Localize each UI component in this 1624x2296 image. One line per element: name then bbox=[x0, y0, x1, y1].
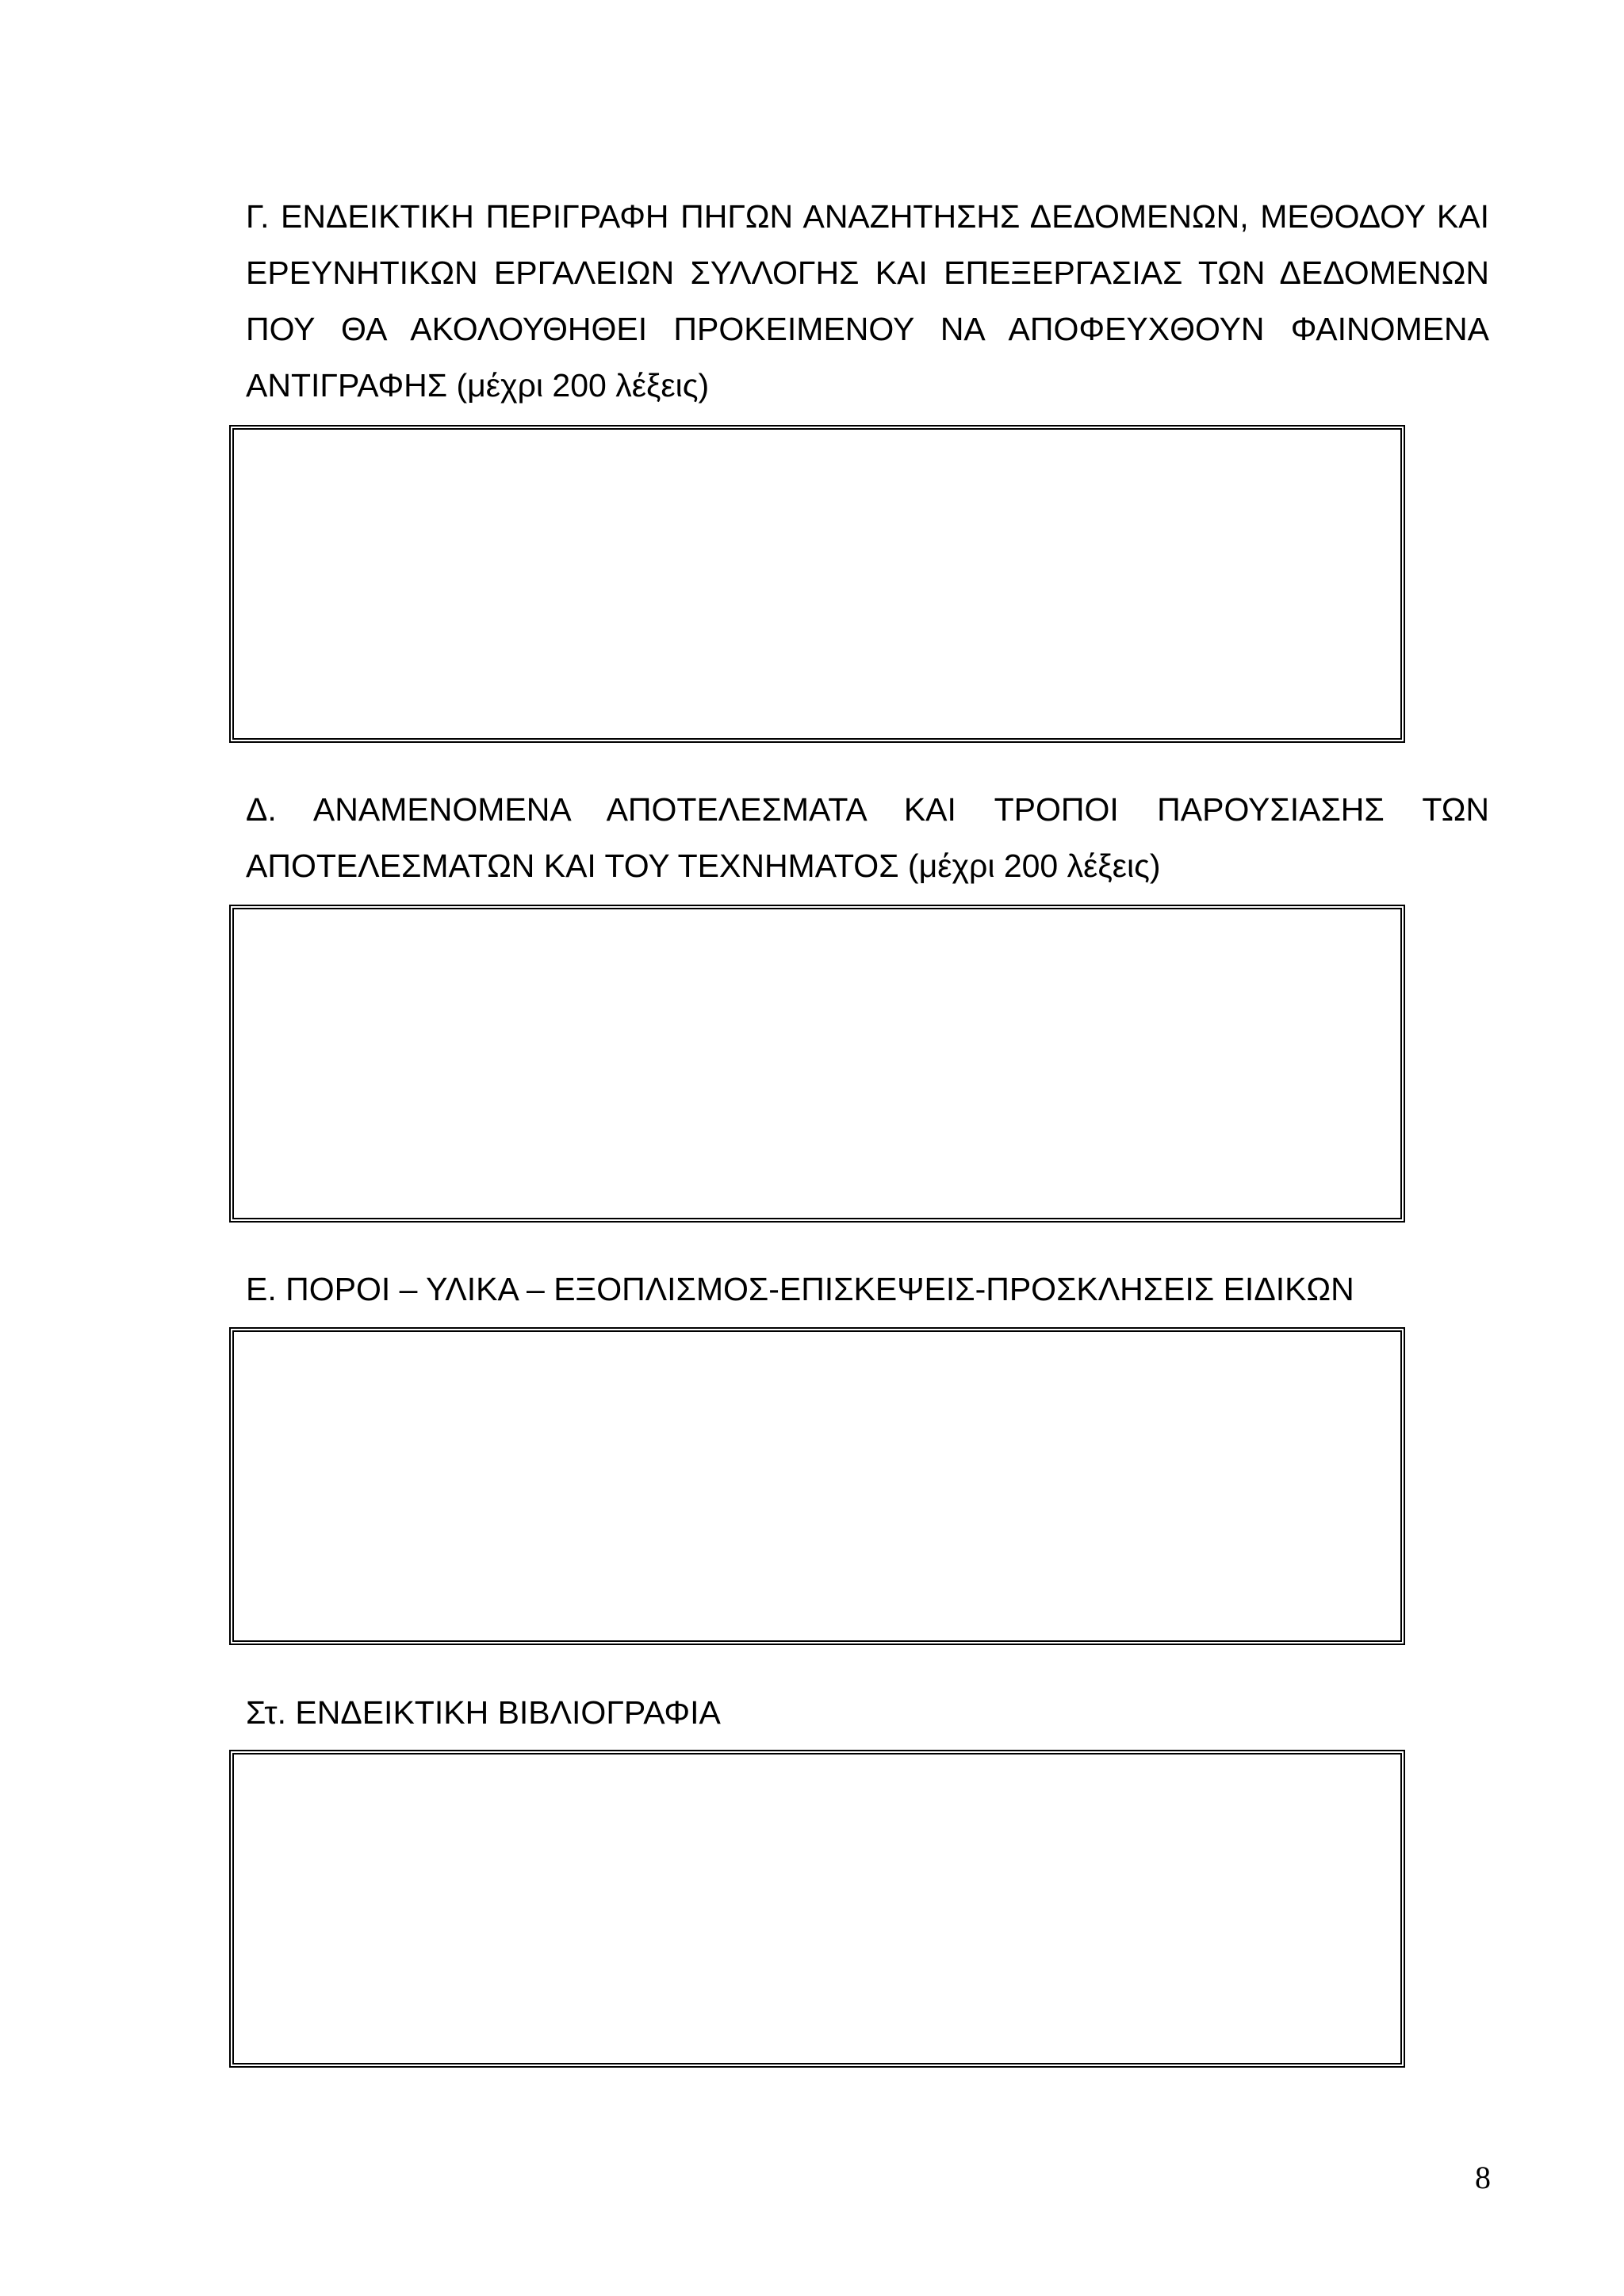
section-d-answer-box[interactable] bbox=[229, 905, 1405, 1223]
section-e-answer-box[interactable] bbox=[229, 1327, 1405, 1645]
section-e-heading: Ε. ΠΟΡΟΙ – ΥΛΙΚΑ – ΕΞΟΠΛΙΣΜΟΣ-ΕΠΙΣΚΕΨΕΙΣ-ΠΡΟΣΚΛΗΣΕΙΣ ΕΙΔΙΚΩΝ bbox=[246, 1271, 1354, 1307]
section-g-heading: Γ. ΕΝΔΕΙΚΤΙΚΗ ΠΕΡΙΓΡΑΦΗ ΠΗΓΩΝ ΑΝΑΖΗΤΗΣΗΣ ΔΕΔΟΜΕΝΩΝ, ΜΕΘΟΔΟΥ ΚΑΙ ΕΡΕΥΝΗΤΙΚΩΝ ΕΡΓΑΛΕΙΩΝ ΣΥΛΛΟΓΗΣ ΚΑΙ ΕΠΕΞΕΡΓΑΣΙΑΣ ΤΩΝ ΔΕΔΟΜΕΝΩΝ ΠΟΥ ΘΑ ΑΚΟΛΟΥΘΗΘΕΙ ΠΡΟΚΕΙΜΕΝΟΥ ΝΑ ΑΠΟΦΕΥΧΘΟΥΝ ΦΑΙΝΟΜΕΝΑ ΑΝΤΙΓΡΑΦΗΣ (μέχρι 200 λέξεις) bbox=[246, 198, 1489, 404]
section-st-answer-box[interactable] bbox=[229, 1750, 1405, 2068]
section-st-heading: Στ. ΕΝΔΕΙΚΤΙΚΗ ΒΙΒΛΙΟΓΡΑΦΙΑ bbox=[246, 1694, 721, 1731]
page-number: 8 bbox=[1475, 2160, 1491, 2195]
section-g-answer-box[interactable] bbox=[229, 425, 1405, 743]
section-d-heading: Δ. ΑΝΑΜΕΝΟΜΕΝΑ ΑΠΟΤΕΛΕΣΜΑΤΑ ΚΑΙ ΤΡΟΠΟΙ ΠΑΡΟΥΣΙΑΣΗΣ ΤΩΝ ΑΠΟΤΕΛΕΣΜΑΤΩΝ ΚΑΙ ΤΟΥ ΤΕΧΝΗΜΑΤΟΣ (μέχρι 200 λέξεις) bbox=[246, 791, 1489, 884]
